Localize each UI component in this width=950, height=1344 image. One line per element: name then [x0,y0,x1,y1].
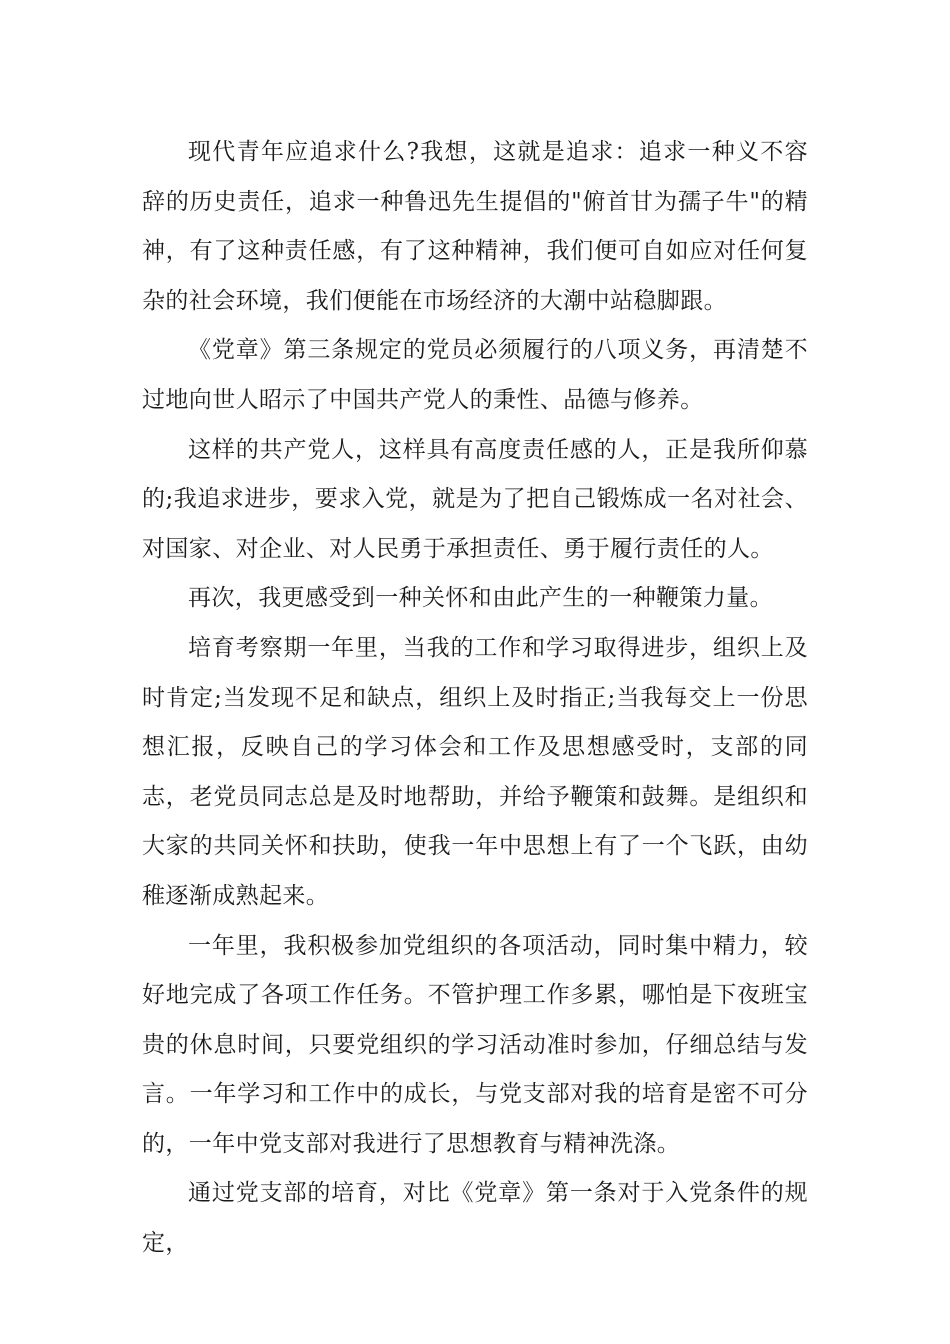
paragraph-4: 再次，我更感受到一种关怀和由此产生的一种鞭策力量。 [188,585,773,612]
paragraph-5: 培育考察期一年里，当我的工作和学习取得进步，组织上及时肯定;当发现不足和缺点，组织上及时指正;当我每交上一份思想汇报，反映自己的学习体会和工作及思想感受时，支部的同志，老党员同志总是及时地帮助，并给予鞭策和鼓舞。是组织和大家的共同关怀和扶助，使我一年中思想上有了一个飞跃，由幼稚逐渐成熟起来。 [142,634,808,909]
paragraph-2: 《党章》第三条规定的党员必须履行的八项义务，再清楚不过地向世人昭示了中国共产党人的秉性、品德与修养。 [142,337,808,413]
paragraph-6: 一年里，我积极参加党组织的各项活动，同时集中精力，较好地完成了各项工作任务。不管护理工作多累，哪怕是下夜班宝贵的休息时间，只要党组织的学习活动准时参加，仔细总结与发言。一年学习和工作中的成长，与党支部对我的培育是密不可分的，一年中党支部对我进行了思想教育与精神洗涤。 [142,932,808,1157]
paragraph-1: 现代青年应追求什么?我想，这就是追求：追求一种义不容辞的历史责任，追求一种鲁迅先生提倡的"俯首甘为孺子牛"的精神，有了这种责任感，有了这种精神，我们便可自如应对任何复杂的社会环境，我们便能在市场经济的大潮中站稳脚跟。 [142,139,808,314]
document-body [142,128,808,1269]
paragraph-7: 通过党支部的培育，对比《党章》第一条对于入党条件的规定， [142,1180,808,1257]
paragraph-3: 这样的共产党人，这样具有高度责任感的人，正是我所仰慕的;我追求进步，要求入党，就是为了把自己锻炼成一名对社会、对国家、对企业、对人民勇于承担责任、勇于履行责任的人。 [142,436,808,562]
